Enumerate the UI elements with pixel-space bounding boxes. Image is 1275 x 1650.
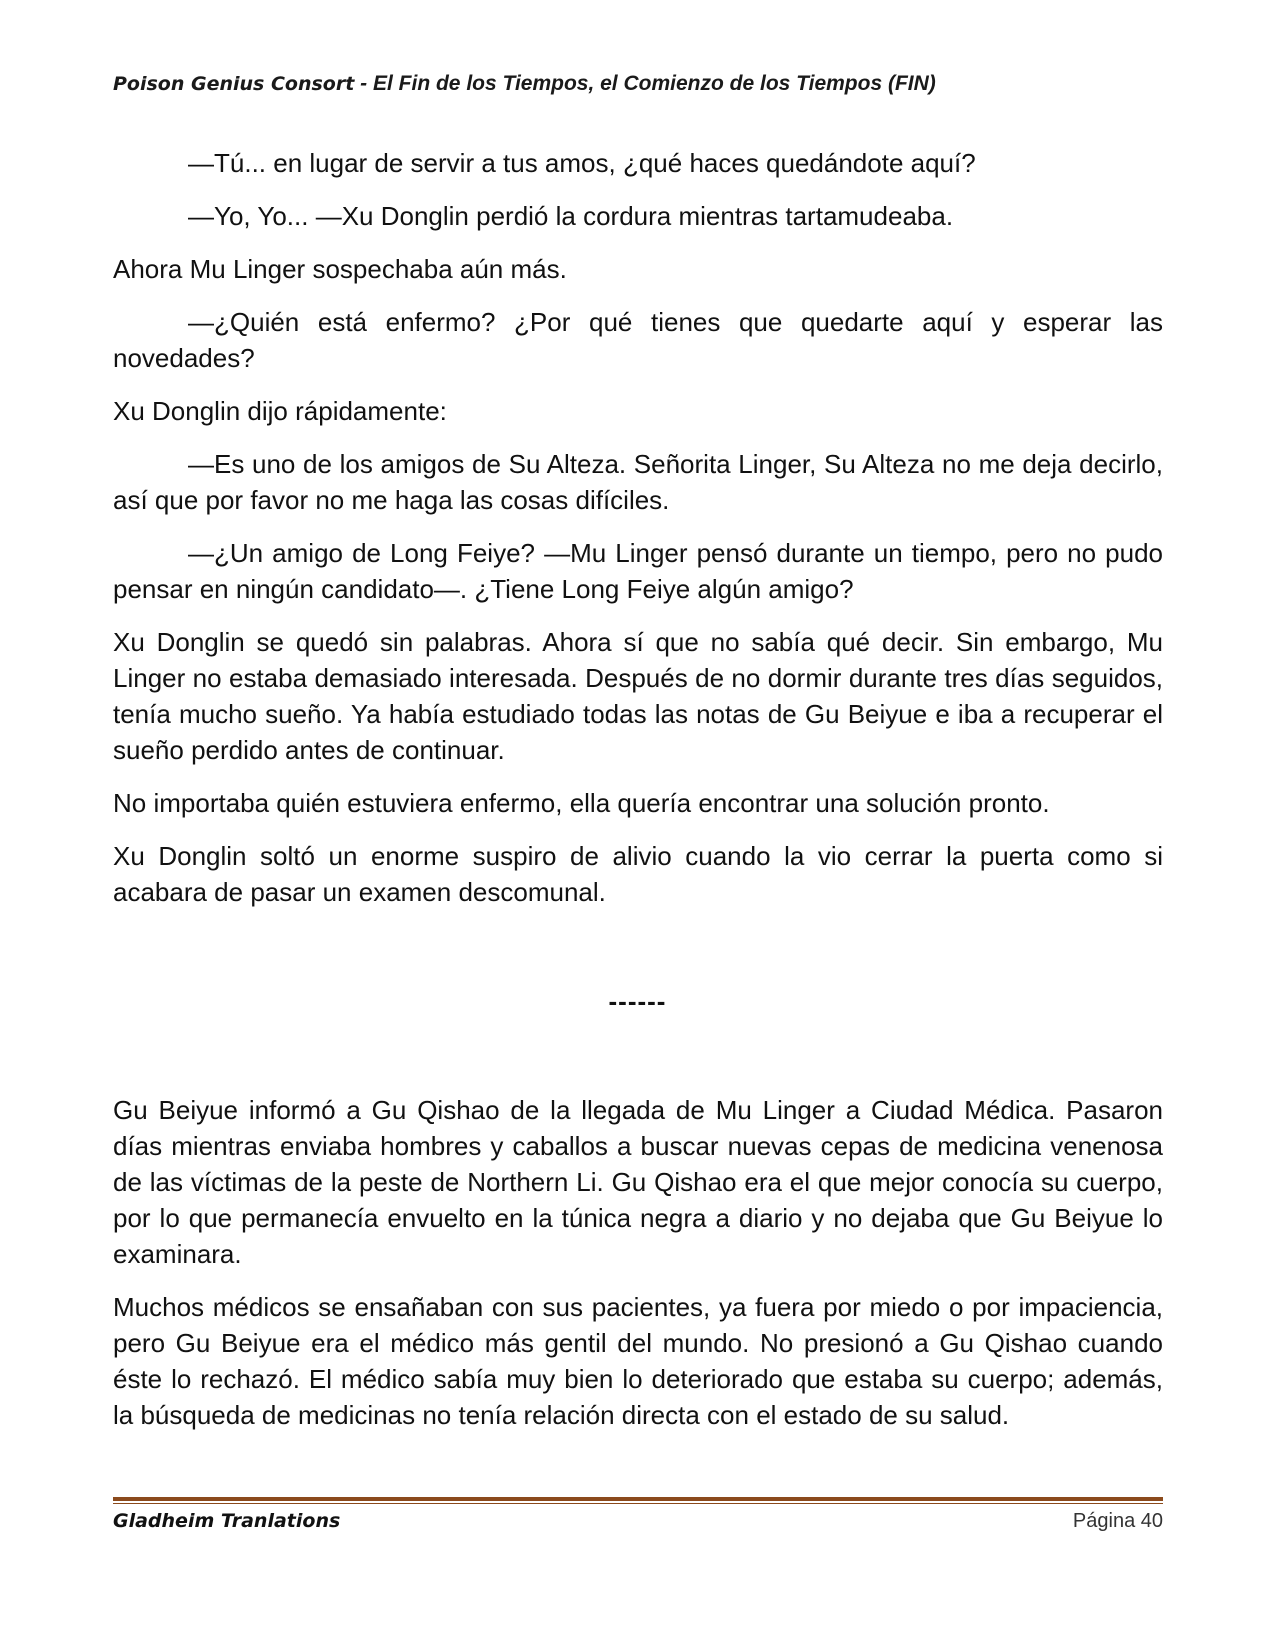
header-chapter-title: - El Fin de los Tiempos, el Comienzo de los Tiempos (FIN) [354,72,936,95]
paragraph: —Yo, Yo... —Xu Donglin perdió la cordura mientras tartamudeaba. [188,201,954,231]
paragraph: —¿Quién está enfermo? ¿Por qué tienes que quedarte aquí y esperar las novedades? [113,307,1163,373]
footer-rule-thin [113,1503,1163,1504]
footer-page-number: Página 40 [1072,1510,1163,1532]
paragraph: Xu Donglin dijo rápidamente: [113,396,447,426]
paragraph: —Es uno de los amigos de Su Alteza. Señorita Linger, Su Alteza no me deja decirlo, así que por favor no me haga las cosas difíciles. [113,449,1163,515]
paragraph: Muchos médicos se ensañaban con sus pacientes, ya fuera por miedo o por impaciencia, pero Gu Beiyue era el médico más gentil del mundo. No presionó a Gu Qishao cuando éste lo rechazó. El médico sabía muy bien lo deteriorado que estaba su cuerpo; además, la búsqueda de medicinas no tenía relación directa con el estado de su salud. [113,1292,1163,1430]
body-text-continued [113,1092,1163,1450]
paragraph: Gu Beiyue informó a Gu Qishao de la llegada de Mu Linger a Ciudad Médica. Pasaron días mientras enviaba hombres y caballos a buscar nuevas cepas de medicina venenosa de las víctimas de la peste de Northern Li. Gu Qishao era el que mejor conocía su cuerpo, por lo que permanecía envuelto en la túnica negra a diario y no dejaba que Gu Beiyue lo examinara. [113,1095,1163,1269]
paragraph: Xu Donglin se quedó sin palabras. Ahora sí que no sabía qué decir. Sin embargo, Mu Linger no estaba demasiado interesada. Después de no dormir durante tres días seguidos, tenía mucho sueño. Ya había estudiado todas las notas de Gu Beiyue e iba a recuperar el sueño perdido antes de continuar. [113,627,1163,765]
scene-separator: ------ [608,986,667,1016]
page-header [113,72,1163,96]
header-series-title: Poison Genius Consort [113,73,355,95]
paragraph: —¿Un amigo de Long Feiye? —Mu Linger pensó durante un tiempo, pero no pudo pensar en ningún candidato—. ¿Tiene Long Feiye algún amigo? [113,538,1163,604]
body-text [113,145,1163,927]
paragraph: Xu Donglin soltó un enorme suspiro de alivio cuando la vio cerrar la puerta como si acabara de pasar un examen descomunal. [113,841,1163,907]
paragraph: No importaba quién estuviera enfermo, ella quería encontrar una solución pronto. [113,788,1050,818]
paragraph: Ahora Mu Linger sospechaba aún más. [113,254,567,284]
paragraph: —Tú... en lugar de servir a tus amos, ¿qué haces quedándote aquí? [188,148,976,178]
footer-translator: Gladheim Tranlations [113,1510,341,1532]
footer-rule-thick [113,1497,1163,1501]
